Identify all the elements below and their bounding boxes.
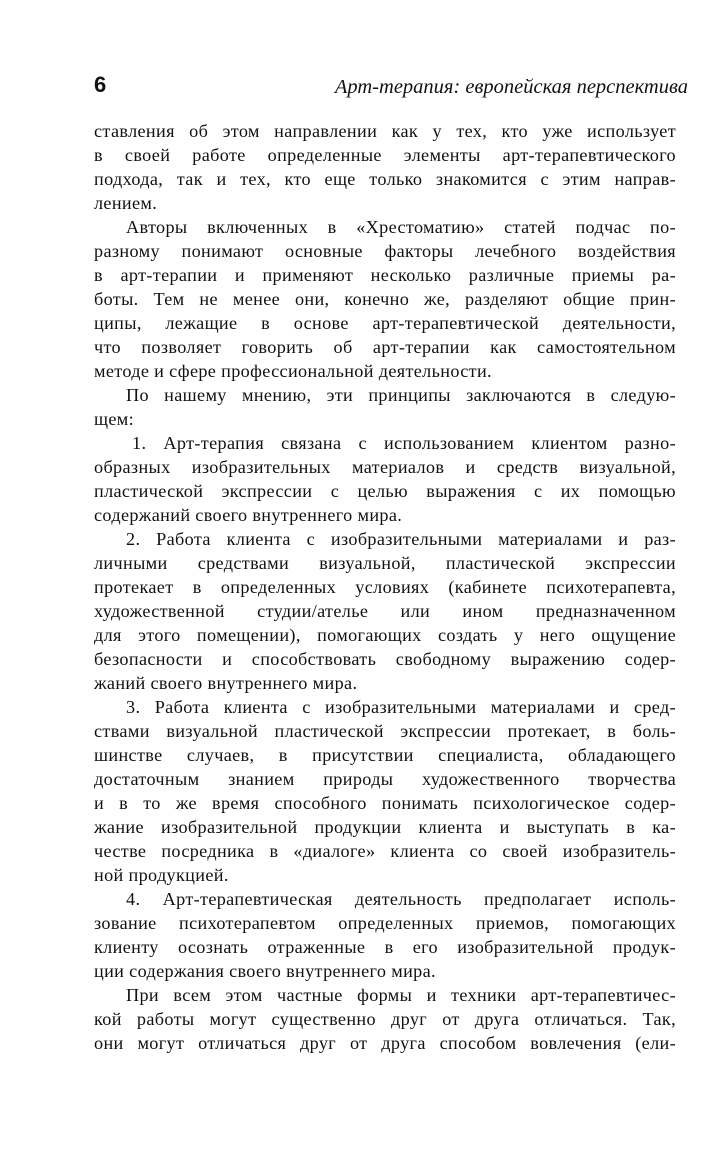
text-line: жание изобразительной продукции клиента и выступать в ка- bbox=[94, 817, 676, 837]
text-line: образных изобразительных материалов и средств визуальной, bbox=[94, 457, 676, 477]
principle-item-4 bbox=[94, 887, 676, 983]
text-line: художественной студии/ателье или ином предназначенном bbox=[94, 601, 676, 621]
text-line: 1. Арт-терапия связана с использованием клиентом разно- bbox=[132, 433, 676, 453]
text-line: ствами визуальной пластической экспрессии протекает, в боль- bbox=[94, 721, 676, 741]
text-line: кой работы могут существенно друг от друга отличаться. Так, bbox=[94, 1009, 676, 1029]
text-line: жаний своего внутреннего мира. bbox=[94, 673, 358, 693]
text-line: 4. Арт-терапевтическая деятельность предполагает исполь- bbox=[126, 889, 676, 909]
text-line: для этого помещении), помогающих создать у него ощущение bbox=[94, 625, 676, 645]
text-line: в арт-терапии и применяют несколько различные приемы ра- bbox=[94, 265, 676, 285]
principle-item-2 bbox=[94, 527, 676, 695]
text-line: лением. bbox=[94, 193, 158, 213]
paragraph-forms-techniques bbox=[94, 983, 676, 1055]
text-line: личными средствами визуальной, пластической экспрессии bbox=[94, 553, 676, 573]
text-line: безопасности и способствовать свободному выражению содер- bbox=[94, 649, 676, 669]
text-line: разному понимают основные факторы лечебного воздействия bbox=[94, 241, 676, 261]
principle-item-3 bbox=[94, 695, 676, 887]
text-line: что позволяет говорить об арт-терапии как самостоятельном bbox=[94, 337, 676, 357]
text-line: в своей работе определенные элементы арт-терапевтического bbox=[94, 145, 676, 165]
text-line: клиенту осознать отраженные в его изобразительной продук- bbox=[94, 937, 676, 957]
text-line: щем: bbox=[94, 409, 135, 429]
paragraph-continuation bbox=[94, 119, 676, 215]
text-line: По нашему мнению, эти принципы заключаются в следую- bbox=[126, 385, 676, 405]
text-line: подхода, так и тех, кто еще только знакомится с этим направ- bbox=[94, 169, 676, 189]
principle-item-1 bbox=[94, 431, 676, 527]
text-line: достаточным знанием природы художественного творчества bbox=[94, 769, 676, 789]
text-line: ципы, лежащие в основе арт-терапевтической деятельности, bbox=[94, 313, 676, 333]
body-text bbox=[94, 119, 676, 1055]
text-line: боты. Тем не менее они, конечно же, разделяют общие прин- bbox=[94, 289, 676, 309]
text-line: пластической экспрессии с целью выражения с их помощью bbox=[94, 481, 676, 501]
text-line: 2. Работа клиента с изобразительными материалами и раз- bbox=[126, 529, 676, 549]
text-line: и в то же время способного понимать психологическое содер- bbox=[94, 793, 676, 813]
text-line: При всем этом частные формы и техники арт-терапевтичес- bbox=[126, 985, 676, 1005]
text-line: Авторы включенных в «Хрестоматию» статей подчас по- bbox=[126, 217, 676, 237]
text-line: они могут отличаться друг от друга способом вовлечения (ели- bbox=[94, 1033, 676, 1053]
text-line: зование психотерапевтом определенных приемов, помогающих bbox=[94, 913, 676, 933]
text-line: честве посредника в «диалоге» клиента со своей изобразитель- bbox=[94, 841, 676, 861]
text-line: 3. Работа клиента с изобразительными материалами и сред- bbox=[126, 697, 676, 717]
page-header bbox=[94, 72, 690, 102]
text-line: ной продукцией. bbox=[94, 865, 229, 885]
text-line: содержаний своего внутреннего мира. bbox=[94, 505, 403, 525]
paragraph-principles-intro bbox=[94, 383, 676, 431]
text-line: ставления об этом направлении как у тех, кто уже использует bbox=[94, 121, 676, 141]
text-line: ции содержания своего внутреннего мира. bbox=[94, 961, 436, 981]
paragraph-authors bbox=[94, 215, 676, 383]
text-line: шинстве случаев, в присутствии специалиста, обладающего bbox=[94, 745, 676, 765]
text-line: методе и сфере профессиональной деятельности. bbox=[94, 361, 492, 381]
text-line: протекает в определенных условиях (кабинете психотерапевта, bbox=[94, 577, 676, 597]
page-number: 6 bbox=[94, 72, 107, 97]
running-title: Арт-терапия: европейская перспектива bbox=[334, 76, 688, 98]
